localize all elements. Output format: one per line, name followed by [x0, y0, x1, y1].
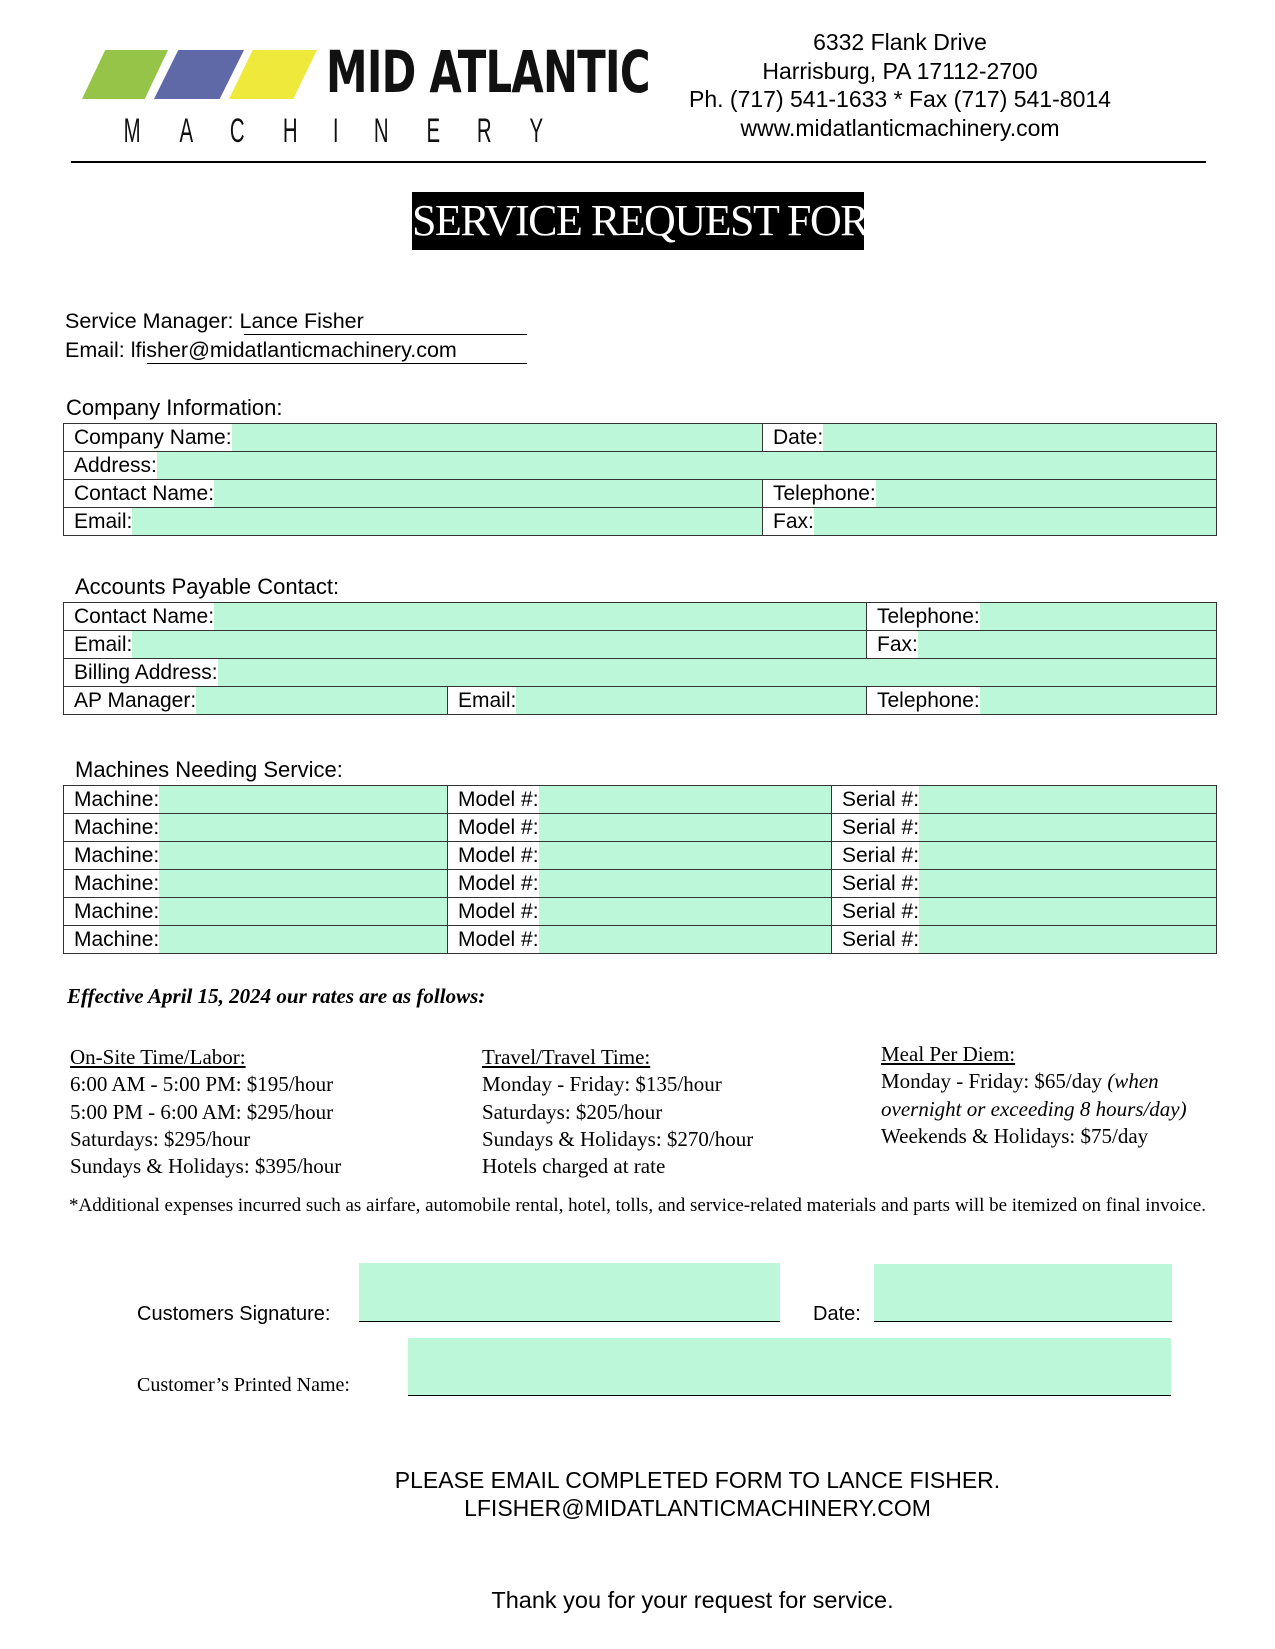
- ap-fax-field[interactable]: Fax:: [867, 631, 1216, 658]
- company-address-field[interactable]: Address:: [64, 452, 1216, 479]
- meal-rate-weekday: Monday - Friday: $65/day: [881, 1069, 1103, 1094]
- company-name-field[interactable]: Company Name:: [64, 424, 762, 451]
- travel-rate-line: Monday - Friday: $135/hour: [482, 1072, 722, 1097]
- rates-heading: Effective April 15, 2024 our rates are as follows:: [67, 984, 486, 1008]
- model-field[interactable]: Model #:: [448, 786, 831, 813]
- travel-rate-line: Sundays & Holidays: $270/hour: [482, 1126, 754, 1151]
- travel-rates-title: Travel/Travel Time:: [482, 1045, 651, 1069]
- logo-stripe-green: [82, 50, 168, 99]
- signature-label: Customers Signature:: [137, 1303, 331, 1325]
- model-field[interactable]: Model #:: [448, 926, 831, 953]
- serial-field[interactable]: Serial #:: [832, 898, 1216, 925]
- model-field[interactable]: Model #:: [448, 870, 831, 897]
- machine-field[interactable]: Machine:: [64, 786, 447, 813]
- company-email-field[interactable]: Email:: [64, 508, 762, 535]
- meal-rates: [881, 1041, 1187, 1150]
- ap-manager-email-field[interactable]: Email:: [448, 687, 866, 714]
- email-instruction: PLEASE EMAIL COMPLETED FORM TO LANCE FISHER.: [394, 1467, 1001, 1493]
- ap-heading: Accounts Payable Contact:: [75, 574, 340, 599]
- printed-name-label: Customer’s Printed Name:: [137, 1374, 350, 1396]
- machines-table: [63, 785, 1217, 954]
- model-field[interactable]: Model #:: [448, 814, 831, 841]
- service-manager-email-underline: [147, 363, 527, 364]
- service-manager-name: Lance Fisher: [239, 309, 364, 333]
- address-street: 6332 Flank Drive: [813, 29, 987, 55]
- onsite-rates-title: On-Site Time/Labor:: [70, 1045, 246, 1069]
- machine-row: [64, 842, 1217, 870]
- printed-name-field[interactable]: [408, 1338, 1171, 1396]
- ap-email-field[interactable]: Email:: [64, 631, 866, 658]
- logo-wordmark: MID ATLANTIC: [326, 38, 650, 106]
- form-title: SERVICE REQUEST FORM: [412, 192, 864, 250]
- machine-row: [64, 870, 1217, 898]
- serial-field[interactable]: Serial #:: [832, 870, 1216, 897]
- ap-manager-telephone-field[interactable]: Telephone:: [867, 687, 1216, 714]
- thank-you-note: Thank you for your request for service.: [491, 1587, 894, 1613]
- company-info-heading: Company Information:: [66, 395, 283, 420]
- company-telephone-field[interactable]: Telephone:: [763, 480, 1216, 507]
- serial-field[interactable]: Serial #:: [832, 814, 1216, 841]
- model-field[interactable]: Model #:: [448, 898, 831, 925]
- service-manager-email-line: [65, 337, 457, 363]
- serial-field[interactable]: Serial #:: [832, 786, 1216, 813]
- company-fax-field[interactable]: Fax:: [763, 508, 1216, 535]
- service-manager-underline: [244, 334, 527, 335]
- header-divider: [71, 161, 1206, 163]
- serial-field[interactable]: Serial #:: [832, 926, 1216, 953]
- signature-date-label: Date:: [813, 1303, 861, 1325]
- machine-field[interactable]: Machine:: [64, 926, 447, 953]
- logo-stripe-yellow: [229, 50, 317, 99]
- travel-rate-line: Saturdays: $205/hour: [482, 1099, 663, 1124]
- company-contact-name-field[interactable]: Contact Name:: [64, 480, 762, 507]
- machine-field[interactable]: Machine:: [64, 870, 447, 897]
- meal-rates-title: Meal Per Diem:: [881, 1042, 1016, 1066]
- logo-stripe-blue: [154, 50, 244, 99]
- meal-rate-note-cont: overnight or exceeding 8 hours/day): [881, 1096, 1187, 1121]
- logo-subtitle: M A C H I N E R Y: [123, 112, 544, 150]
- onsite-rate-line: Saturdays: $295/hour: [70, 1126, 251, 1151]
- ap-telephone-field[interactable]: Telephone:: [867, 603, 1216, 630]
- model-field[interactable]: Model #:: [448, 842, 831, 869]
- service-manager-email[interactable]: lfisher@midatlanticmachinery.com: [130, 338, 457, 362]
- email-address[interactable]: LFISHER@MIDATLANTICMACHINERY.COM: [464, 1495, 931, 1521]
- onsite-rate-line: 6:00 AM - 5:00 PM: $195/hour: [70, 1072, 334, 1097]
- address-city: Harrisburg, PA 17112-2700: [762, 57, 1038, 84]
- onsite-rate-line: 5:00 PM - 6:00 AM: $295/hour: [70, 1099, 334, 1124]
- ap-billing-address-field[interactable]: Billing Address:: [64, 659, 1216, 686]
- signature-date-field[interactable]: [874, 1264, 1172, 1322]
- meal-rate-note: (when: [1107, 1069, 1159, 1094]
- travel-rate-line: Hotels charged at rate: [482, 1154, 666, 1179]
- onsite-rate-line: Sundays & Holidays: $395/hour: [70, 1154, 342, 1179]
- company-address: [640, 28, 1160, 142]
- additional-expenses-note: *Additional expenses incurred such as airfare, automobile rental, hotel, tolls, and service-related materials and parts will be itemized on final invoice.: [69, 1195, 1206, 1216]
- machines-heading: Machines Needing Service:: [75, 757, 343, 782]
- onsite-rates: [70, 1044, 341, 1180]
- ap-contact-name-field[interactable]: Contact Name:: [64, 603, 866, 630]
- machine-row: [64, 786, 1217, 814]
- signature-field[interactable]: [359, 1263, 780, 1322]
- serial-field[interactable]: Serial #:: [832, 842, 1216, 869]
- company-date-field[interactable]: Date:: [763, 424, 1216, 451]
- machine-row: [64, 814, 1217, 842]
- machine-field[interactable]: Machine:: [64, 898, 447, 925]
- address-phone: Ph. (717) 541-1633 * Fax (717) 541-8014: [689, 86, 1111, 112]
- service-manager-line: [65, 308, 364, 334]
- machine-row: [64, 898, 1217, 926]
- service-manager-email-label: Email:: [65, 338, 125, 362]
- travel-rates: [482, 1044, 753, 1180]
- machine-field[interactable]: Machine:: [64, 842, 447, 869]
- meal-rate-weekend: Weekends & Holidays: $75/day: [881, 1123, 1149, 1148]
- ap-manager-field[interactable]: AP Manager:: [64, 687, 447, 714]
- service-manager-label: Service Manager:: [65, 309, 234, 333]
- machine-row: [64, 926, 1217, 954]
- ap-table: [63, 602, 1217, 715]
- machine-field[interactable]: Machine:: [64, 814, 447, 841]
- company-info-table: [63, 423, 1217, 536]
- address-website[interactable]: www.midatlanticmachinery.com: [740, 114, 1060, 141]
